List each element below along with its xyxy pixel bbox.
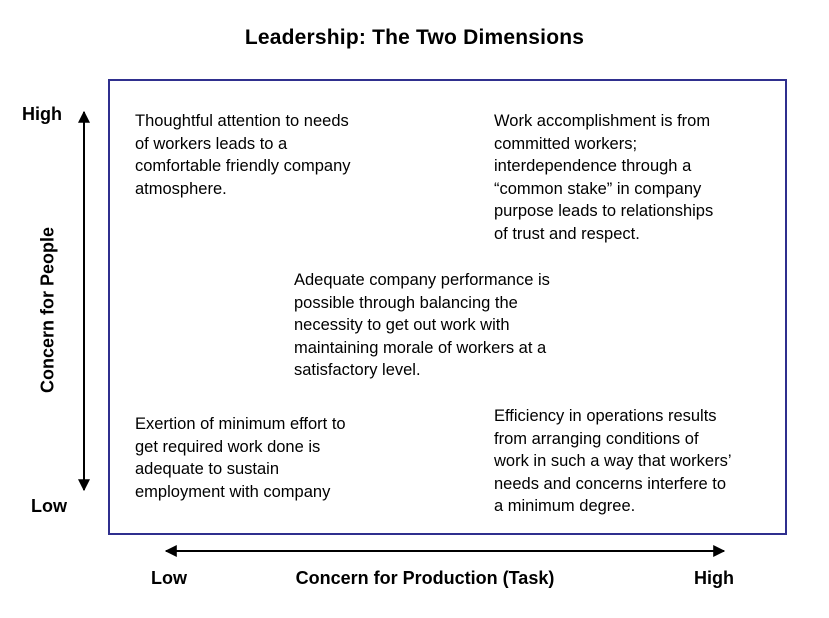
y-axis-title: Concern for People: [37, 226, 58, 394]
x-axis-high-label: High: [694, 568, 734, 588]
quadrant-top-left-text: Thoughtful attention to needs of workers leads to a comfortable friendly company atmosphere.: [135, 112, 351, 198]
diagram-title: Leadership: The Two Dimensions: [244, 26, 585, 49]
quadrant-top-right-text: Work accomplishment is from committed workers; interdependence through a “common stake” in company purpose leads to relationships of trust and respect.: [494, 112, 714, 243]
center-text: Adequate company performance is possible through balancing the necessity to get out work with maintaining morale of workers at a satisfactory level.: [294, 271, 550, 380]
y-axis-low-label: Low: [31, 496, 67, 516]
y-axis-high-label: High: [22, 104, 62, 124]
quadrant-bottom-right-text: Efficiency in operations results from arranging conditions of work in such a way that workers’ needs and concerns interfere to a minimum degree.: [494, 407, 732, 516]
x-axis-low-label: Low: [151, 568, 187, 588]
quadrant-bottom-left-text: Exertion of minimum effort to get required work done is adequate to sustain employment with company: [135, 415, 346, 501]
x-axis-title: Concern for Production (Task): [295, 568, 555, 588]
